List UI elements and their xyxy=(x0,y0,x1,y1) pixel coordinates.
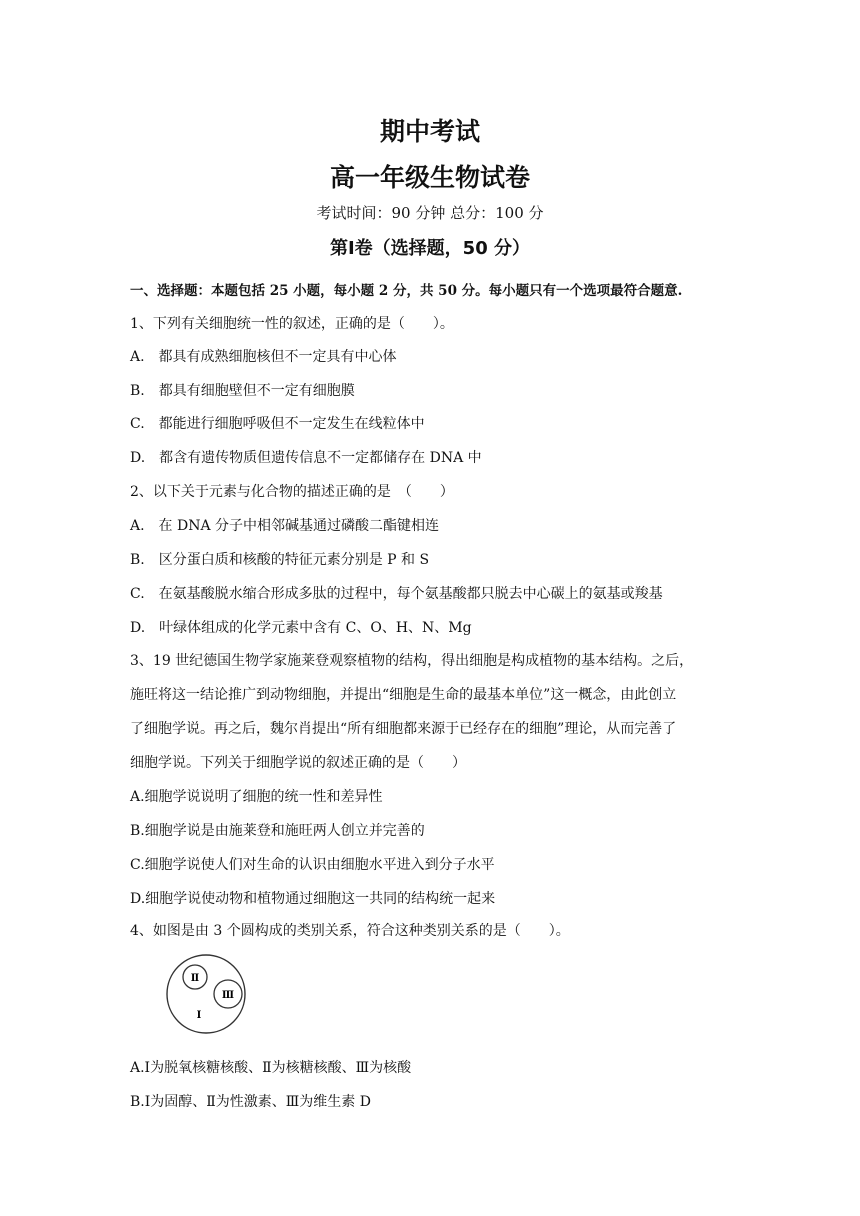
question-4-option-a: A.Ⅰ为脱氧核糖核酸、Ⅱ为核糖核酸、Ⅲ为核酸 xyxy=(130,1060,412,1076)
question-3-stem-line-3: 了细胞学说。再之后，魏尔肖提出“所有细胞都来源于已经存在的细胞”理论，从而完善了 xyxy=(130,721,677,737)
circle-I-label: Ⅰ xyxy=(196,1010,202,1021)
question-2-option-b: B. 区分蛋白质和核酸的特征元素分别是 P 和 S xyxy=(130,552,430,568)
venn-circles-diagram xyxy=(163,952,253,1036)
question-1-option-b: B. 都具有细胞壁但不一定有细胞膜 xyxy=(130,383,355,399)
exam-info: 考试时间：90 分钟 总分：100 分 xyxy=(316,204,544,222)
circle-III-label: Ⅲ xyxy=(221,990,235,1001)
instructions: 一、选择题：本题包括 25 小题，每小题 2 分，共 50 分。每小题只有一个选项最符合题意. xyxy=(130,283,683,299)
question-3-stem-line-4: 细胞学说。下列关于细胞学说的叙述正确的是（ ） xyxy=(130,755,466,771)
page-subtitle: 高一年级生物试卷 xyxy=(329,163,530,192)
question-3-stem-line-1: 3、19 世纪德国生物学家施莱登观察植物的结构，得出细胞是构成植物的基本结构。之后， xyxy=(130,653,694,669)
question-1-option-a: A. 都具有成熟细胞核但不一定具有中心体 xyxy=(130,349,397,365)
question-1-option-d: D. 都含有遗传物质但遗传信息不一定都储存在 DNA 中 xyxy=(130,450,482,466)
circle-II-label: Ⅱ xyxy=(190,973,200,984)
question-3-option-b: B.细胞学说是由施莱登和施旺两人创立并完善的 xyxy=(130,823,425,839)
question-4-stem: 4、如图是由 3 个圆构成的类别关系，符合这种类别关系的是（ ）。 xyxy=(130,923,570,939)
question-3-option-a: A.细胞学说说明了细胞的统一性和差异性 xyxy=(130,789,383,805)
section-title: 第Ⅰ卷（选择题，50 分） xyxy=(329,238,530,259)
question-2-stem: 2、以下关于元素与化合物的描述正确的是 （ ） xyxy=(130,484,454,500)
question-2-option-a: A. 在 DNA 分子中相邻碱基通过磷酸二酯键相连 xyxy=(130,518,440,534)
question-1-option-c: C. 都能进行细胞呼吸但不一定发生在线粒体中 xyxy=(130,416,425,432)
question-1-stem: 1、下列有关细胞统一性的叙述，正确的是（ ）。 xyxy=(130,316,454,332)
question-3-stem-line-2: 施旺将这一结论推广到动物细胞，并提出“细胞是生命的最基本单位”这一概念，由此创立 xyxy=(130,687,677,703)
question-3-option-d: D.细胞学说使动物和植物通过细胞这一共同的结构统一起来 xyxy=(130,891,496,907)
question-3-option-c: C.细胞学说使人们对生命的认识由细胞水平进入到分子水平 xyxy=(130,857,495,873)
question-4-option-b: B.Ⅰ为固醇、Ⅱ为性激素、Ⅲ为维生素 D xyxy=(130,1094,371,1110)
question-2-option-d: D. 叶绿体组成的化学元素中含有 C、O、H、N、Mg xyxy=(130,620,472,636)
question-2-option-c: C. 在氨基酸脱水缩合形成多肽的过程中，每个氨基酸都只脱去中心碳上的氨基或羧基 xyxy=(130,586,663,602)
page-title: 期中考试 xyxy=(379,117,480,146)
